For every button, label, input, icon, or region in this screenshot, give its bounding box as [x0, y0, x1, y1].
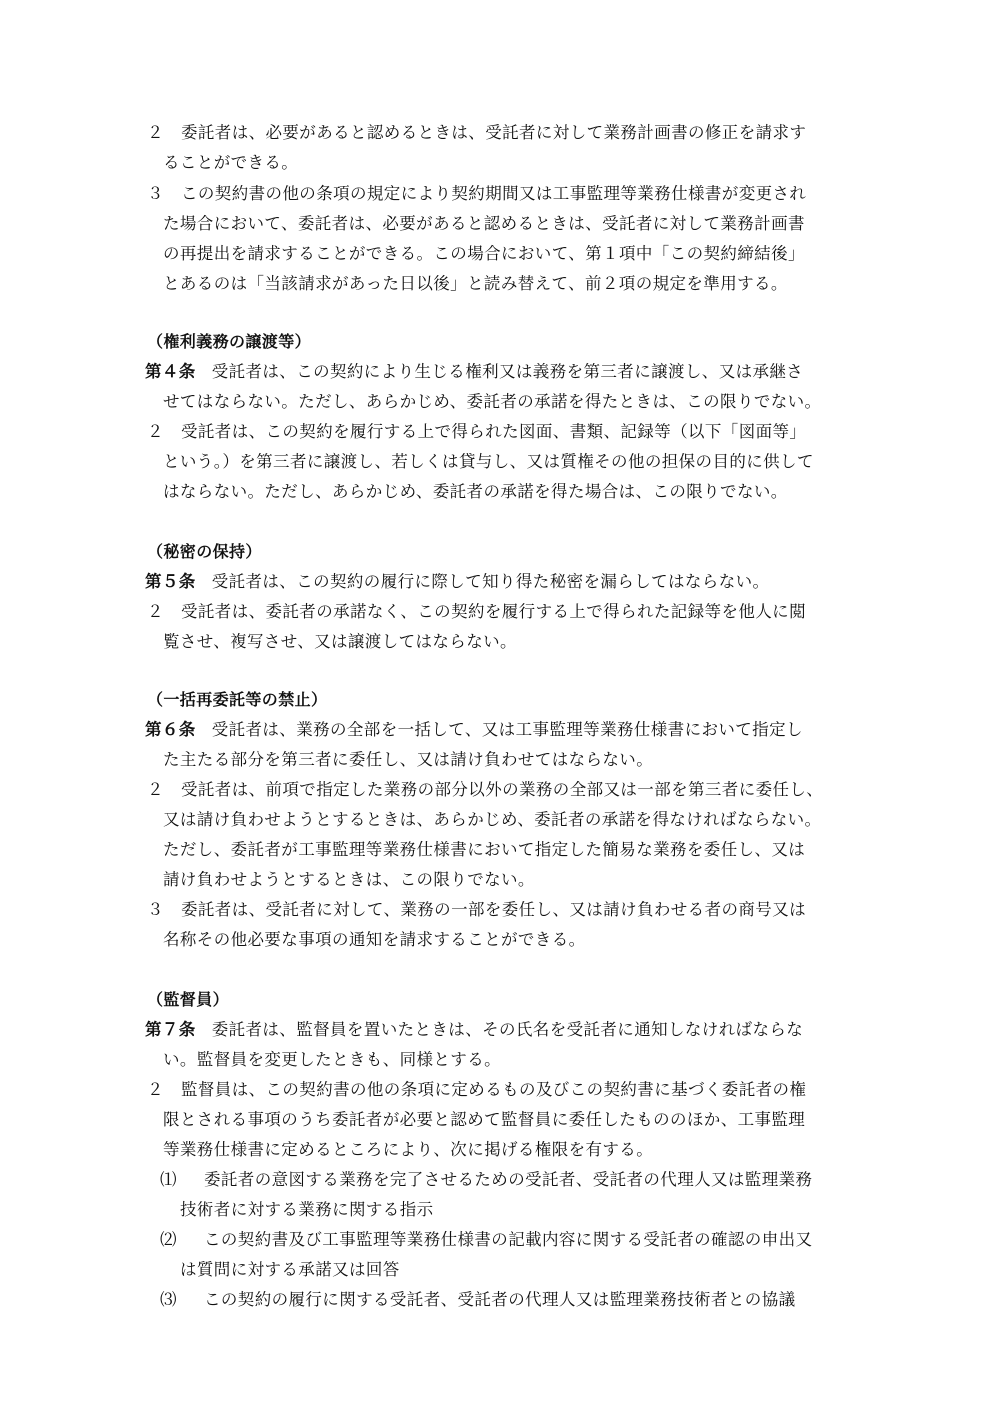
article-number: 第６条 [145, 720, 196, 739]
paragraph-first-line [147, 1079, 806, 1101]
line-text: 委託者は、必要があると認めるときは、受託者に対して業務計画書の修正を請求す [181, 123, 807, 142]
section-heading: （権利義務の譲渡等） [147, 332, 312, 351]
continuation-line [163, 1049, 501, 1071]
item-first-line [160, 1229, 812, 1251]
line-text: の再提出を請求することができる。この場合において、第１項中「この契約締結後」 [163, 244, 805, 263]
item-first-line [160, 1169, 812, 1191]
continuation-line [163, 391, 821, 413]
line-text: 限とされる事項のうち委託者が必要と認めて監督員に委任したもののほか、工事監理 [163, 1110, 806, 1129]
continuation-line [163, 869, 535, 891]
article-number: 第７条 [145, 1020, 196, 1039]
line-text: 等業務仕様書に定めるところにより、次に掲げる権限を有する。 [163, 1140, 654, 1159]
line-text: はならない。ただし、あらかじめ、委託者の承諾を得た場合は、この限りでない。 [163, 482, 788, 501]
line-text: 請け負わせようとするときは、この限りでない。 [163, 870, 535, 889]
line-text: とあるのは「当該請求があった日以後」と読み替えて、前２項の規定を準用する。 [163, 274, 788, 293]
continuation-line [163, 152, 298, 174]
continuation-line [163, 809, 821, 831]
continuation-line [163, 1139, 653, 1161]
paragraph-first-line [147, 183, 806, 205]
paragraph-first-line [147, 122, 806, 144]
line-text: た主たる部分を第三者に委任し、又は請け負わせてはならない。 [163, 750, 654, 769]
continuation-line [163, 481, 788, 503]
continuation-line [163, 631, 517, 653]
continuation-line [163, 749, 653, 771]
item-first-line [160, 1289, 796, 1311]
continuation-line [163, 451, 814, 473]
paragraph-number: ３ [147, 900, 164, 919]
line-text: この契約の履行に関する受託者、受託者の代理人又は監理業務技術者との協議 [204, 1290, 796, 1309]
article-first-line [145, 361, 803, 383]
line-text: 受託者は、この契約を履行する上で得られた図面、書類、記録等（以下「図面等」 [181, 422, 807, 441]
line-text: は質問に対する承諾又は回答 [180, 1260, 400, 1279]
continuation-line [180, 1259, 400, 1281]
continuation-line [163, 273, 788, 295]
line-text: 監督員は、この契約書の他の条項に定めるもの及びこの契約書に基づく委託者の権 [181, 1080, 807, 1099]
line-text: ただし、委託者が工事監理等業務仕様書において指定した簡易な業務を委任し、又は [163, 840, 806, 859]
line-text: この契約書及び工事監理等業務仕様書の記載内容に関する受託者の確認の申出又 [204, 1230, 813, 1249]
line-text: 名称その他必要な事項の通知を請求することができる。 [163, 930, 586, 949]
line-text: 受託者は、委託者の承諾なく、この契約を履行する上で得られた記録等を他人に閲 [181, 602, 806, 621]
paragraph-number: ２ [147, 780, 164, 799]
line-text: い。監督員を変更したときも、同様とする。 [163, 1050, 501, 1069]
item-number: ⑴ [160, 1170, 177, 1189]
line-text: 委託者の意図する業務を完了させるための受託者、受託者の代理人又は監理業務 [204, 1170, 813, 1189]
continuation-line [163, 929, 586, 951]
line-text: 又は請け負わせようとするときは、あらかじめ、委託者の承諾を得なければならない。 [163, 810, 822, 829]
article-number: 第５条 [145, 572, 196, 591]
continuation-line [163, 1109, 805, 1131]
paragraph-number: ２ [147, 422, 164, 441]
line-text: 受託者は、前項で指定した業務の部分以外の業務の全部又は一部を第三者に委任し、 [181, 780, 824, 799]
line-text: 受託者は、この契約により生じる権利又は義務を第三者に譲渡し、又は承継さ [211, 362, 804, 381]
line-text: という。）を第三者に譲渡し、若しくは貸与し、又は質権その他の担保の目的に供して [163, 452, 814, 471]
article-number: 第４条 [145, 362, 196, 381]
line-text: 技術者に対する業務に関する指示 [180, 1200, 434, 1219]
paragraph-number: ２ [147, 602, 164, 621]
paragraph-first-line [147, 601, 806, 623]
section-heading: （監督員） [147, 990, 230, 1009]
paragraph-first-line [147, 899, 806, 921]
section-heading: （秘密の保持） [147, 542, 262, 561]
line-text: ることができる。 [163, 153, 299, 172]
paragraph-first-line [147, 421, 806, 443]
paragraph-number: ２ [147, 1080, 164, 1099]
paragraph-number: ２ [147, 123, 164, 142]
continuation-line [180, 1199, 434, 1221]
line-text: せてはならない。ただし、あらかじめ、委託者の承諾を得たときは、この限りでない。 [163, 392, 822, 411]
line-text: 受託者は、この契約の履行に際して知り得た秘密を漏らしてはならない。 [211, 572, 770, 591]
paragraph-first-line [147, 779, 823, 801]
article-first-line [145, 571, 769, 593]
continuation-line [163, 243, 805, 265]
line-text: た場合において、委託者は、必要があると認めるときは、受託者に対して業務計画書 [163, 214, 805, 233]
item-number: ⑵ [160, 1230, 177, 1249]
article-first-line [145, 1019, 803, 1041]
line-text: この契約書の他の条項の規定により契約期間又は工事監理等業務仕様書が変更され [181, 184, 807, 203]
item-number: ⑶ [160, 1290, 177, 1309]
line-text: 委託者は、監督員を置いたときは、その氏名を受託者に通知しなければならな [211, 1020, 804, 1039]
article-first-line [145, 719, 803, 741]
line-text: 覧させ、複写させ、又は譲渡してはならない。 [163, 632, 517, 651]
continuation-line [163, 839, 805, 861]
line-text: 受託者は、業務の全部を一括して、又は工事監理等業務仕様書において指定し [211, 720, 803, 739]
continuation-line [163, 213, 805, 235]
line-text: 委託者は、受託者に対して、業務の一部を委任し、又は請け負わせる者の商号又は [181, 900, 806, 919]
paragraph-number: ３ [147, 184, 164, 203]
section-heading: （一括再委託等の禁止） [147, 690, 328, 709]
